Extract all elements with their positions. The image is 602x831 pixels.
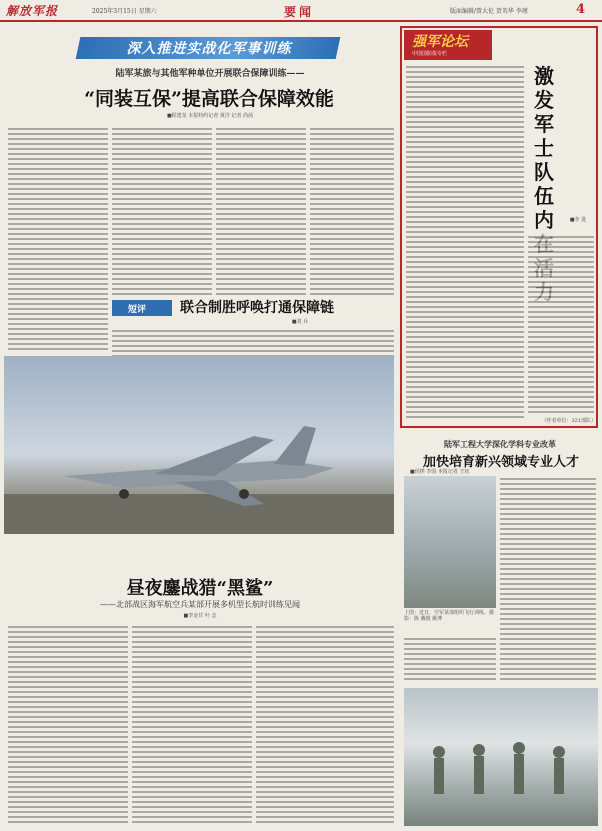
parade-photo-2 bbox=[404, 688, 598, 826]
parade-photo-1 bbox=[404, 476, 496, 608]
fighter-jet-illustration bbox=[4, 356, 394, 534]
night-story-col-3 bbox=[256, 624, 394, 826]
top-story-col-3 bbox=[216, 126, 306, 296]
top-story-headline: “同装互保”提高联合保障效能 bbox=[84, 88, 334, 110]
night-story-subhead: ——北部战区海军航空兵某部开展多机型长航时训练见闻 bbox=[100, 600, 300, 609]
forum-sublabel: 中国国防报专栏 bbox=[412, 51, 448, 57]
forum-body-2 bbox=[528, 234, 594, 414]
section-title: 要闻 bbox=[284, 5, 315, 19]
top-story-kicker: 陆军某旅与其他军种单位开展联合保障训练—— bbox=[115, 69, 305, 79]
forum-body-1 bbox=[406, 64, 524, 420]
commentary-kicker: 短评 bbox=[128, 305, 147, 315]
forum-label: 强军论坛 bbox=[412, 34, 468, 50]
university-headline: 加快培育新兴领域专业人才 bbox=[422, 455, 579, 470]
university-col-2 bbox=[404, 636, 496, 682]
top-story-col-2 bbox=[112, 126, 212, 296]
page-number: 4 bbox=[576, 2, 586, 17]
university-kicker: 陆军工程大学深化学科专业改革 bbox=[444, 439, 556, 449]
forum-headline: 激发军士队伍内 bbox=[534, 64, 554, 232]
top-story-byline: ■程建龙 本报特约记者 黄洋 记者 尚茜 bbox=[166, 113, 254, 119]
night-story-col-2 bbox=[132, 624, 252, 826]
header-editors: 版面编辑/曾大伦 贺英华 李瑾 bbox=[450, 8, 528, 15]
header-date: 2025年3月15日 星期六 bbox=[92, 8, 157, 15]
top-banner-text: 深入推进实战化军事训练 bbox=[126, 41, 292, 57]
jet-photo bbox=[4, 356, 394, 534]
night-story-byline: ■李金甘 叶 志 bbox=[183, 613, 217, 619]
parade-photo-caption: 上图：近日，空军某部组织飞行训练。摄影：陈 戴俊 姚博 bbox=[404, 610, 495, 622]
forum-author-note: （作者单位：321部队） bbox=[541, 418, 596, 424]
soldiers-illustration bbox=[404, 688, 598, 826]
night-story-headline: 昼夜鏖战猎“黑鲨” bbox=[126, 578, 274, 599]
forum-byline: ■李 进 bbox=[569, 217, 587, 223]
top-story-col-1 bbox=[8, 126, 108, 352]
commentary-byline: ■刘 兵 bbox=[291, 319, 309, 325]
commentary-headline: 联合制胜呼唤打通保障链 bbox=[180, 300, 334, 316]
night-story-col-1 bbox=[8, 624, 128, 826]
paper-name: 解放军报 bbox=[6, 4, 59, 18]
top-story-col-4 bbox=[310, 126, 394, 296]
university-byline: ■侯桦 李国 本报记者 王钰 bbox=[410, 469, 470, 475]
university-col-1 bbox=[500, 476, 596, 682]
